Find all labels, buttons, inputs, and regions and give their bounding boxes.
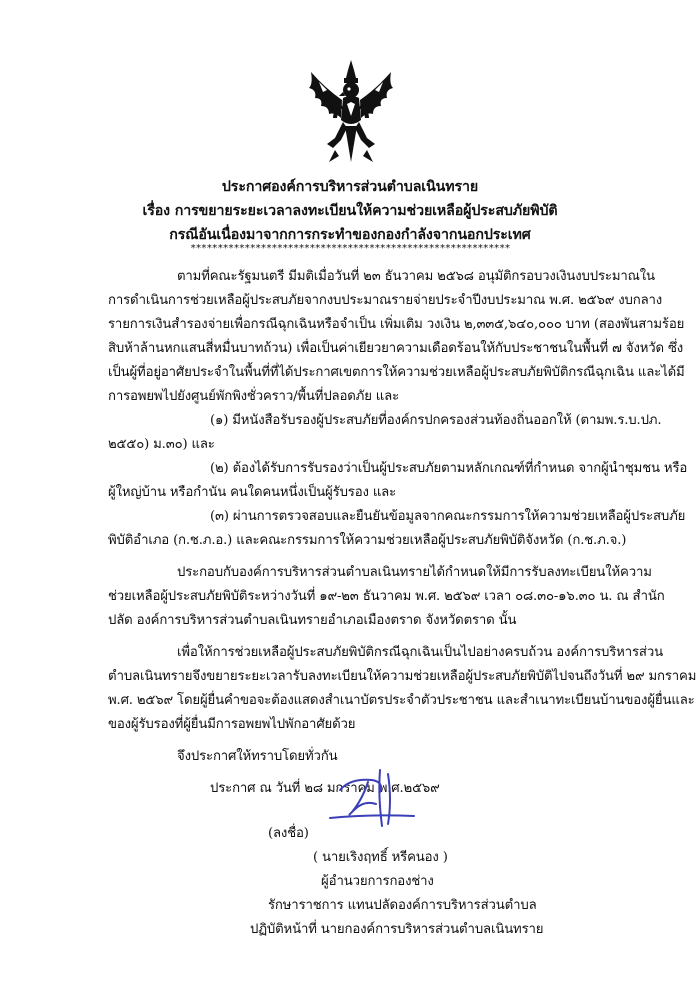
announcement-subject: เรื่อง การขยายระยะเวลาลงทะเบียนให้ความช่วยเหลือผู้ประสบภัยพิบัติ xyxy=(142,203,558,219)
item-1-line-1: (๑) มีหนังสือรับรองผู้ประสบภัยที่องค์กรปกครองส่วนท้องถิ่นออกให้ (ตามพ.ร.บ.ปภ. xyxy=(210,413,662,428)
garuda-emblem-icon xyxy=(305,58,397,168)
paragraph-1-line-4: สิบห้าล้านหกแสนสี่หมื่นบาทถ้วน) เพื่อเป็นค่าเยียวยาความเดือดร้อนให้กับประชาชนในพื้นที่ ๗ จังหวัด ซึ่ง xyxy=(108,341,684,356)
item-1-line-2: ๒๕๕๐) ม.๓๐) และ xyxy=(108,437,215,452)
signatory-position-1: ผู้อำนวยการกองช่าง xyxy=(321,874,434,889)
announcement-title: ประกาศองค์การบริหารส่วนตำบลเนินทราย xyxy=(221,179,479,195)
title-separator: *********************************************************** xyxy=(190,243,510,254)
paragraph-1-line-5: เป็นผู้ที่อยู่อาศัยประจำในพื้นที่ที่ได้ประกาศเขตการให้ความช่วยเหลือผู้ประสบภัยพิบัติกรณีฉุกเฉิน และได้มี xyxy=(108,365,685,380)
paragraph-2-line-2: ช่วยเหลือผู้ประสบภัยพิบัติระหว่างวันที่ ๑๙-๒๓ ธันวาคม พ.ศ. ๒๕๖๙ เวลา ๐๘.๓๐-๑๖.๓๐ น. ณ สำนัก xyxy=(108,589,665,604)
paragraph-1-line-2: การดำเนินการช่วยเหลือผู้ประสบภัยจากงบประมาณรายจ่ายประจำปีงบประมาณ พ.ศ. ๒๕๖๙ งบกลาง xyxy=(108,293,663,308)
paragraph-1-line-1: ตามที่คณะรัฐมนตรี มีมติเมื่อวันที่ ๒๓ ธันวาคม ๒๕๖๘ อนุมัติกรอบวงเงินงบประมาณใน xyxy=(177,269,655,284)
signatory-position-3: ปฏิบัติหน้าที่ นายกองค์การบริหารส่วนตำบลเนินทราย xyxy=(250,922,544,937)
announcement-subject-continued: กรณีอันเนื่องมาจากการกระทำของกองกำลังจากนอกประเทศ xyxy=(169,227,531,243)
item-2-line-1: (๒) ต้องได้รับการรับรองว่าเป็นผู้ประสบภัยตามหลักเกณฑ์ที่กำหนด จากผู้นำชุมชน หรือ xyxy=(210,461,688,476)
paragraph-3-line-4: ของผู้รับรองที่ผู้ยื่นมีการอพยพไปพักอาศัยด้วย xyxy=(108,717,356,732)
paragraph-1-line-3: รายการเงินสำรองจ่ายเพื่อกรณีฉุกเฉินหรือจำเป็น เพิ่มเติม วงเงิน ๒,๓๓๕,๖๔๐,๐๐๐ บาท (สองพันสามร้อย xyxy=(108,317,685,332)
item-2-line-2: ผู้ใหญ่บ้าน หรือกำนัน คนใดคนหนึ่งเป็นผู้รับรอง และ xyxy=(108,485,397,500)
signatory-position-2: รักษาราชการ แทนปลัดองค์การบริหารส่วนตำบล xyxy=(268,898,537,913)
closing-announcement: จึงประกาศให้ทราบโดยทั่วกัน xyxy=(177,749,338,764)
handwritten-signature-icon xyxy=(310,760,420,840)
paragraph-3-line-3: พ.ศ. ๒๕๖๙ โดยผู้ยื่นคำขอจะต้องแสดงสำเนาบัตรประจำตัวประชาชน และสำเนาทะเบียนบ้านของผู้ยื่นและ xyxy=(108,693,695,708)
signature-label: (ลงชื่อ) xyxy=(268,826,309,841)
paragraph-3-line-1: เพื่อให้การช่วยเหลือผู้ประสบภัยพิบัติกรณีฉุกเฉินเป็นไปอย่างครบถ้วน องค์การบริหารส่วน xyxy=(177,645,663,660)
item-3-line-2: พิบัติอำเภอ (ก.ช.ภ.อ.) และคณะกรรมการให้ความช่วยเหลือผู้ประสบภัยพิบัติจังหวัด (ก.ช.ภ.จ.) xyxy=(108,533,627,548)
paragraph-2-line-1: ประกอบกับองค์การบริหารส่วนตำบลเนินทรายได้กำหนดให้มีการรับลงทะเบียนให้ความ xyxy=(177,565,652,580)
item-3-line-1: (๓) ผ่านการตรวจสอบและยืนยันข้อมูลจากคณะกรรมการให้ความช่วยเหลือผู้ประสบภัย xyxy=(210,509,686,524)
paragraph-1-line-6: การอพยพไปยังศูนย์พักพิงชั่วคราว/พื้นที่ปลอดภัย และ xyxy=(108,389,400,404)
paragraph-2-line-3: ปลัด องค์การบริหารส่วนตำบลเนินทรายอำเภอเมืองตราด จังหวัดตราด นั้น xyxy=(108,613,517,628)
signatory-name: ( นายเริงฤทธิ์ หรีคนอง ) xyxy=(313,850,448,865)
paragraph-3-line-2: ตำบลเนินทรายจึงขยายระยะเวลารับลงทะเบียนให้ความช่วยเหลือผู้ประสบภัยพิบัติไปจนถึงวันที่ ๒๙ มกราคม xyxy=(108,669,697,684)
announcement-date: ประกาศ ณ วันที่ ๒๘ มกราคม พ.ศ.๒๕๖๙ xyxy=(210,781,440,796)
